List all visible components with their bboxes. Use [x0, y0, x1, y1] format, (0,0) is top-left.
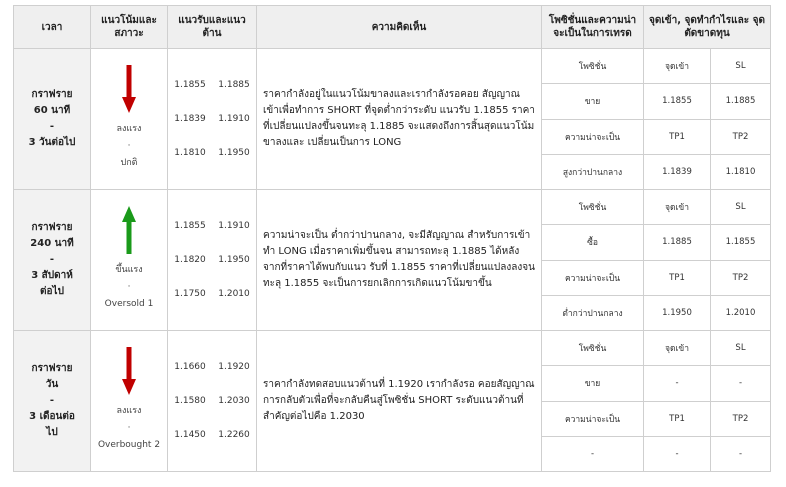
- position-cell: โพซิชั่น: [542, 331, 644, 366]
- comment-cell: ความน่าจะเป็น ต่ำกว่าปานกลาง, จะมีสัญญาณ สำหรับการเข้าทำ LONG เมื่อราคาเพิ่มขึ้นจน สามารถทะลุ 1.1885 ได้หลังจากที่ราคาได้พบกับแนว รับที่ 1.1855 ราคาที่เปลี่ยนแปลงลงจนทะลุ 1.1855 จะเป็นการยกเลิกการเกิดแนวโน้มขาขึ้น: [257, 190, 542, 331]
- forecast-table: [13, 5, 771, 472]
- level-pair: [168, 277, 256, 311]
- level-pair: [168, 384, 256, 418]
- levels-cell: [168, 190, 257, 331]
- sl-cell: 1.2010: [711, 295, 771, 330]
- sl-cell: TP2: [711, 260, 771, 295]
- header-levels: แนวรับและแนว ต้าน: [168, 6, 257, 49]
- entry-cell: TP1: [644, 401, 711, 436]
- table-row: [14, 49, 771, 84]
- entry-cell: 1.1839: [644, 154, 711, 189]
- entry-cell: จุดเข้า: [644, 190, 711, 225]
- trend-strength: ขึ้นแรง: [115, 265, 143, 275]
- entry-cell: 1.1855: [644, 84, 711, 119]
- trend-cell: [91, 49, 168, 190]
- support-value: 1.1660: [174, 362, 206, 372]
- resistance-value: 1.1950: [218, 148, 250, 158]
- time-cell: [14, 49, 91, 190]
- header-time: เวลา: [14, 6, 91, 49]
- resistance-value: 1.1885: [218, 80, 250, 90]
- entry-cell: 1.1885: [644, 225, 711, 260]
- table-row: [14, 190, 771, 225]
- arrow-down-icon: [122, 65, 136, 113]
- level-pair: [168, 243, 256, 277]
- level-pair: [168, 418, 256, 452]
- position-cell: ขาย: [542, 84, 644, 119]
- arrow-up-icon: [122, 206, 136, 254]
- entry-cell: TP1: [644, 119, 711, 154]
- support-value: 1.1855: [174, 80, 206, 90]
- trend-sep: ·: [127, 423, 131, 433]
- sl-cell: TP2: [711, 401, 771, 436]
- support-value: 1.1580: [174, 396, 206, 406]
- time-line: 3 เดือนต่อ: [29, 411, 75, 422]
- position-cell: ความน่าจะเป็น: [542, 119, 644, 154]
- trend-state: Oversold 1: [104, 299, 154, 309]
- position-cell: ความน่าจะเป็น: [542, 401, 644, 436]
- header-row: [14, 6, 771, 49]
- level-pair: [168, 350, 256, 384]
- support-value: 1.1820: [174, 255, 206, 265]
- time-line: วัน: [45, 379, 59, 390]
- resistance-value: 1.1950: [218, 255, 250, 265]
- sl-cell: -: [711, 366, 771, 401]
- position-cell: ซื้อ: [542, 225, 644, 260]
- sl-cell: SL: [711, 49, 771, 84]
- position-cell: ขาย: [542, 366, 644, 401]
- position-cell: สูงกว่าปานกลาง: [542, 154, 644, 189]
- level-pair: [168, 136, 256, 170]
- levels-cell: [168, 49, 257, 190]
- position-cell: ต่ำกว่าปานกลาง: [542, 295, 644, 330]
- sl-cell: 1.1885: [711, 84, 771, 119]
- time-cell: [14, 190, 91, 331]
- sl-cell: TP2: [711, 119, 771, 154]
- trend-sep: ·: [127, 282, 131, 292]
- entry-cell: TP1: [644, 260, 711, 295]
- trend-label: [91, 262, 167, 313]
- trend-wrap: [91, 49, 167, 189]
- entry-cell: 1.1950: [644, 295, 711, 330]
- time-line: กราฟราย: [31, 222, 73, 233]
- header-position: โพซิชั่นและความน่า จะเป็นในการเทรด: [542, 6, 644, 49]
- position-cell: โพซิชั่น: [542, 190, 644, 225]
- trend-strength: ลงแรง: [116, 406, 142, 416]
- trend-label: [91, 403, 167, 454]
- time-line: 3 วันต่อไป: [28, 137, 76, 148]
- resistance-value: 1.2260: [218, 430, 250, 440]
- time-line: 3 สัปดาห์: [31, 270, 73, 281]
- position-cell: ความน่าจะเป็น: [542, 260, 644, 295]
- trend-wrap: [91, 331, 167, 471]
- time-line: 60 นาที: [33, 105, 71, 116]
- support-value: 1.1450: [174, 430, 206, 440]
- time-line: ไป: [46, 427, 58, 438]
- trend-cell: [91, 331, 168, 472]
- sl-cell: 1.1810: [711, 154, 771, 189]
- header-trend: แนวโน้มและ สภาวะ: [91, 6, 168, 49]
- sl-cell: SL: [711, 331, 771, 366]
- support-value: 1.1839: [174, 114, 206, 124]
- position-cell: โพซิชั่น: [542, 49, 644, 84]
- level-pair: [168, 209, 256, 243]
- resistance-value: 1.1910: [218, 114, 250, 124]
- table-body: [14, 49, 771, 472]
- entry-cell: -: [644, 436, 711, 471]
- trend-state: Overbought 2: [97, 440, 161, 450]
- level-pair: [168, 102, 256, 136]
- header-entry: จุดเข้า, จุดทำกำไรและ จุดตัดขาดทุน: [644, 6, 771, 49]
- entry-cell: จุดเข้า: [644, 49, 711, 84]
- comment-cell: ราคากำลังอยู่ในแนวโน้มขาลงและเรากำลังรอคอย สัญญาณเข้าเพื่อทำการ SHORT ที่จุดต่ำกว่าระดับ แนวรับ 1.1855 ราคาที่เปลี่ยนแปลงขึ้นจนทะลุ 1.1885 จะแสดงถึงการสิ้นสุดแนวโน้มขาลงและ เปลี่ยนเป็นการ LONG: [257, 49, 542, 190]
- position-cell: -: [542, 436, 644, 471]
- comment-cell: ราคากำลังทดสอบแนวต้านที่ 1.1920 เรากำลังรอ คอยสัญญาณการกลับตัวเพื่อที่จะกลับคืนสู่โพซิชั่น SHORT ระดับแนวต้านที่สำคัญต่อไปคือ 1.2030: [257, 331, 542, 472]
- support-value: 1.1810: [174, 148, 206, 158]
- resistance-value: 1.2010: [218, 289, 250, 299]
- trend-sep: ·: [127, 141, 131, 151]
- sl-cell: 1.1855: [711, 225, 771, 260]
- sl-cell: SL: [711, 190, 771, 225]
- trend-state: ปกติ: [120, 158, 138, 168]
- resistance-value: 1.1910: [218, 221, 250, 231]
- time-line: -: [49, 395, 55, 406]
- time-line: -: [49, 121, 55, 132]
- arrow-down-icon: [122, 347, 136, 395]
- time-line: ต่อไป: [40, 286, 64, 297]
- time-line: กราฟราย: [31, 89, 73, 100]
- trend-strength: ลงแรง: [116, 124, 142, 134]
- level-pair: [168, 68, 256, 102]
- trend-label: [91, 121, 167, 172]
- resistance-value: 1.2030: [218, 396, 250, 406]
- time-line: กราฟราย: [31, 363, 73, 374]
- header-comment: ความคิดเห็น: [257, 6, 542, 49]
- resistance-value: 1.1920: [218, 362, 250, 372]
- support-value: 1.1750: [174, 289, 206, 299]
- entry-cell: จุดเข้า: [644, 331, 711, 366]
- levels-cell: [168, 331, 257, 472]
- support-value: 1.1855: [174, 221, 206, 231]
- time-line: 240 นาที: [30, 238, 74, 249]
- entry-cell: -: [644, 366, 711, 401]
- time-cell: [14, 331, 91, 472]
- trend-cell: [91, 190, 168, 331]
- table-row: [14, 331, 771, 366]
- time-line: -: [49, 254, 55, 265]
- trend-wrap: [91, 190, 167, 330]
- sl-cell: -: [711, 436, 771, 471]
